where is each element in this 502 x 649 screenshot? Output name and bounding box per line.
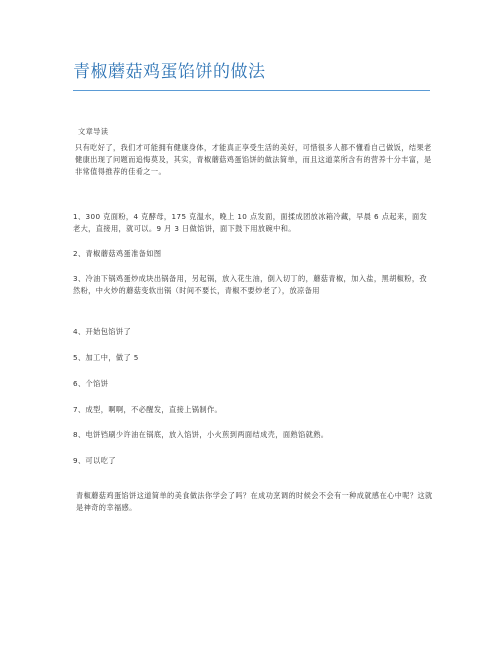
step-5: 5、加工中，做了 5 xyxy=(73,353,139,362)
step-4: 4、开始包馅饼了 xyxy=(73,327,132,336)
step-7: 7、成型，啊啊，不必醒发，直接上锅制作。 xyxy=(73,405,223,414)
step-1: 1、300 克面粉，4 克酵母，175 克温水，晚上 10 点发面，面揉成团放冰箱冷藏，早晨 6 点起来，面发老大，直接用，就可以。9 月 3 日做馅饼，面下鼓下用放碗中和。 xyxy=(73,212,428,233)
closing-paragraph: 青椒蘑菇鸡蛋馅饼这道简单的美食做法你学会了吗？在成功烹调的时候会不会有一种成就感在心中呢？这就是神奇的幸福感。 xyxy=(76,491,433,512)
step-2: 2、青椒蘑菇鸡蛋准备如图 xyxy=(73,249,162,258)
step-8: 8、电饼铛刷少许油在锅底，放入馅饼，小火煎到两面结成壳，面熟馅就熟。 xyxy=(73,430,329,439)
title-divider xyxy=(73,90,430,91)
step-6: 6、个馅饼 xyxy=(73,379,109,388)
step-3: 3、冷油下锅鸡蛋炒成块出锅备用，另起锅，放入花生油，倒入切丁的，蘑菇青椒，加入盐，黑胡椒粉，孜然粉，中火炒的蘑菇变软出锅（时间不要长，青椒不要炒老了），放凉备用 xyxy=(73,274,428,295)
page-title: 青椒蘑菇鸡蛋馅饼的做法 xyxy=(73,62,266,82)
article-guide-heading: 文章导读 xyxy=(78,127,109,136)
step-9: 9、可以吃了 xyxy=(73,456,116,465)
intro-paragraph: 只有吃好了，我们才可能拥有健康身体，才能真正享受生活的美好，可惜很多人都不懂看自己做饭，结果老健康出现了问题而追悔莫及，其实，青椒蘑菇鸡蛋馅饼的做法简单，而且这道菜所含有的营养十分丰富，是非常值得推荐的佳肴之一。 xyxy=(75,143,432,176)
